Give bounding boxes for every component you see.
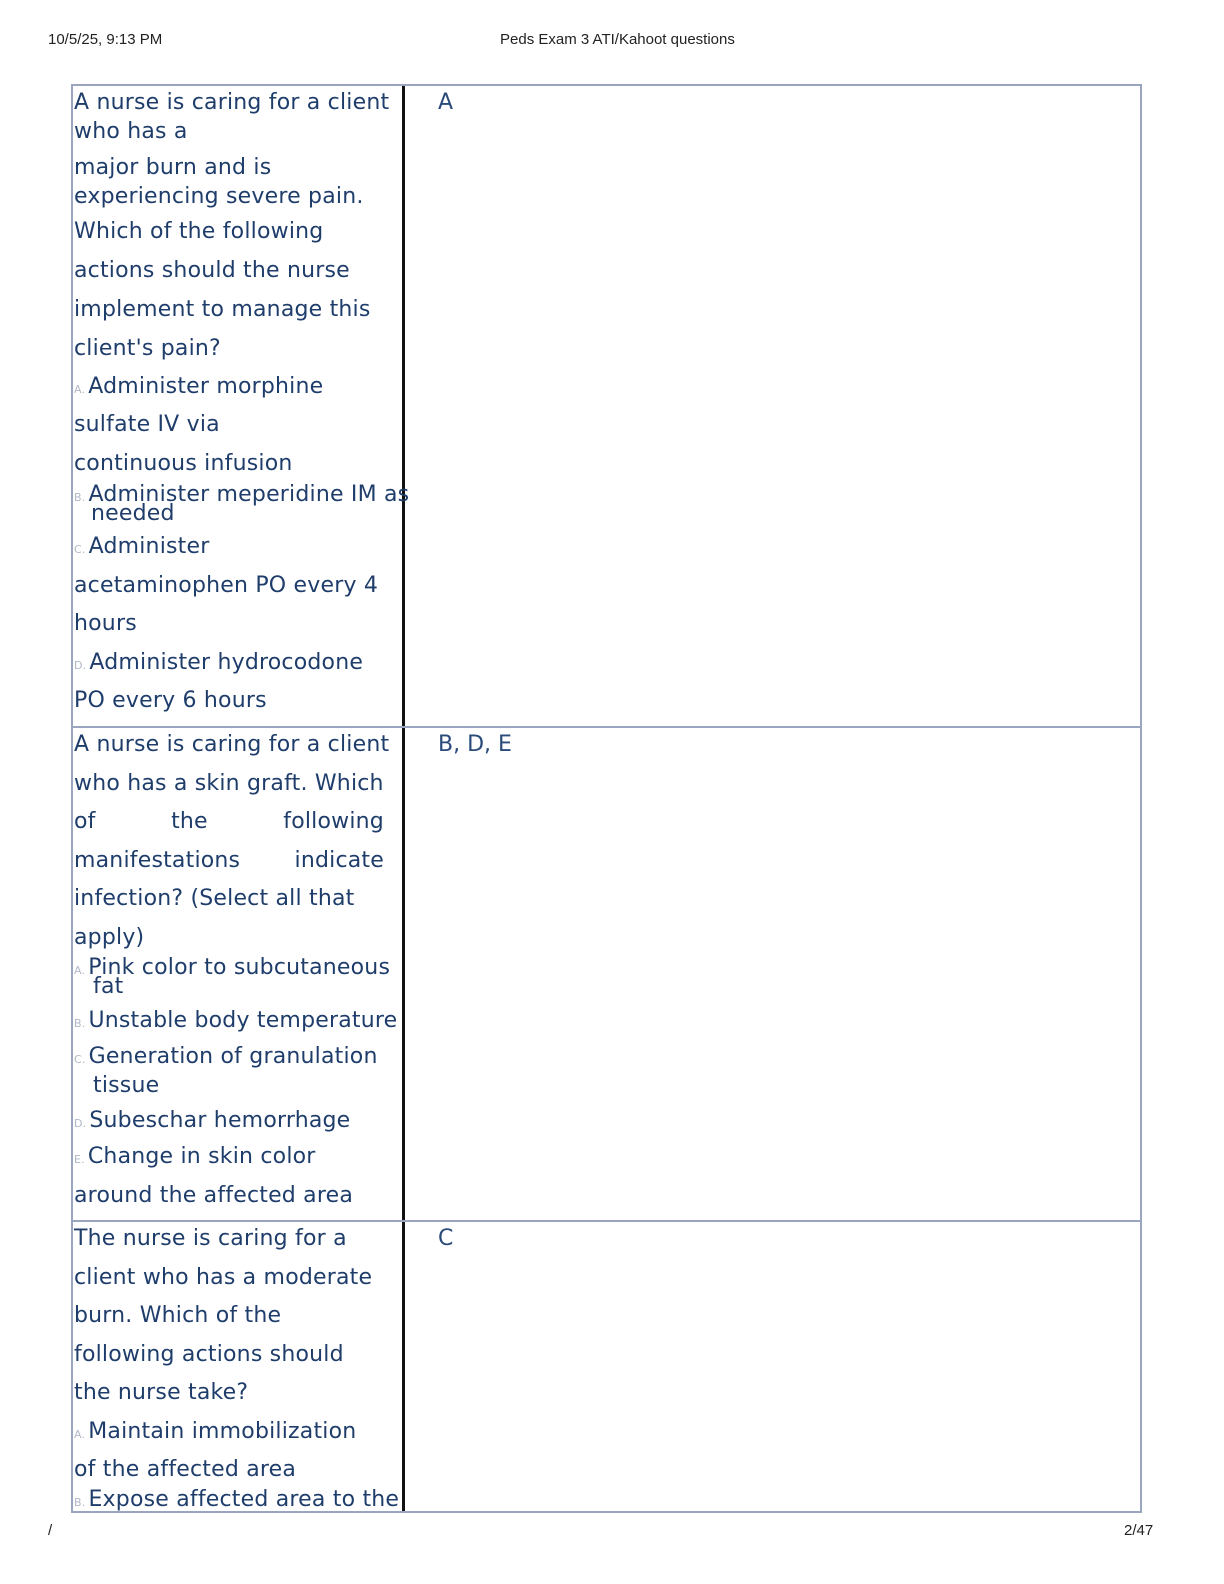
question-stem-line: actions should the nurse (74, 258, 350, 283)
question-stem-line (74, 809, 384, 834)
table-row (73, 726, 1140, 1220)
question-stem-line: Which of the following (74, 219, 324, 244)
option-letter: D. (74, 1117, 87, 1130)
stem-word: indicate (294, 848, 384, 873)
option-text: Generation of granulation (88, 1044, 378, 1069)
option-text: Expose affected area to the (88, 1487, 400, 1512)
column-divider (402, 728, 405, 1220)
question-stem-line: client's pain? (74, 336, 221, 361)
document-title: Peds Exam 3 ATI/Kahoot questions (500, 31, 735, 48)
option-text: Administer meperidine IM as (88, 482, 410, 507)
option-b (74, 1487, 399, 1512)
option-b (74, 1008, 397, 1033)
question-stem-line: who has a skin graft. Which (74, 771, 384, 796)
option-a (74, 374, 323, 399)
question-stem-line: implement to manage this (74, 297, 371, 322)
stem-word: of (74, 809, 96, 834)
question-stem-line (74, 848, 384, 873)
column-divider (402, 86, 405, 726)
question-stem-line: apply) (74, 925, 145, 950)
option-text: Pink color to subcutaneous (88, 955, 391, 980)
question-stem-line: who has a (74, 119, 188, 144)
footer-url: / (48, 1522, 53, 1539)
option-text-line: around the affected area (74, 1183, 354, 1208)
option-text: Administer morphine (88, 374, 324, 399)
answer-cell: A (438, 90, 454, 115)
option-text: Subeschar hemorrhage (89, 1108, 351, 1133)
option-text-line: PO every 6 hours (74, 688, 267, 713)
question-stem-line: burn. Which of the (74, 1303, 282, 1328)
option-letter: A. (74, 964, 86, 977)
option-text-line: fat (93, 974, 124, 999)
option-letter: E. (74, 1153, 85, 1166)
stem-word: the (171, 809, 208, 834)
option-text: Maintain immobilization (88, 1419, 357, 1444)
column-divider (402, 1222, 405, 1511)
print-datetime: 10/5/25, 9:13 PM (48, 31, 163, 48)
option-text: Administer hydrocodone (89, 650, 364, 675)
question-stem-line: The nurse is caring for a (74, 1226, 347, 1251)
option-text-line: continuous infusion (74, 451, 293, 476)
option-text-line: of the affected area (74, 1457, 297, 1482)
option-c (74, 534, 209, 559)
option-text-line: sulfate IV via (74, 412, 220, 437)
stem-word: following (283, 809, 384, 834)
option-text: Administer (88, 534, 210, 559)
option-e (74, 1144, 316, 1169)
option-a (74, 1419, 356, 1444)
option-letter: B. (74, 1017, 86, 1030)
question-stem-line: A nurse is caring for a client (74, 732, 390, 757)
question-stem-line: following actions should (74, 1342, 344, 1367)
question-stem-line: infection? (Select all that (74, 886, 355, 911)
option-letter: C. (74, 1053, 86, 1066)
question-stem-line: experiencing severe pain. (74, 184, 364, 209)
option-d (74, 1108, 350, 1133)
option-text: Change in skin color (87, 1144, 316, 1169)
option-text-line: tissue (93, 1073, 160, 1098)
option-text-line: hours (74, 611, 137, 636)
stem-word: manifestations (74, 848, 241, 873)
answer-cell: B, D, E (438, 732, 512, 757)
option-letter: B. (74, 1496, 86, 1509)
option-letter: A. (74, 383, 86, 396)
question-stem-line: client who has a moderate (74, 1265, 373, 1290)
option-c (74, 1044, 378, 1069)
option-text: Unstable body temperature (88, 1008, 398, 1033)
option-letter: A. (74, 1428, 86, 1441)
page-number: 2/47 (1124, 1522, 1154, 1539)
option-text-line: acetaminophen PO every 4 (74, 573, 379, 598)
question-stem-line: A nurse is caring for a client (74, 90, 390, 115)
option-d (74, 650, 363, 675)
option-letter: C. (74, 543, 86, 556)
question-table (71, 84, 1142, 1513)
question-stem-line: the nurse take? (74, 1380, 249, 1405)
option-letter: B. (74, 491, 86, 504)
option-letter: D. (74, 659, 87, 672)
question-stem-line: major burn and is (74, 155, 272, 180)
table-row (73, 1220, 1140, 1511)
option-text-line: needed (91, 501, 175, 526)
answer-cell: C (438, 1226, 454, 1251)
table-row (73, 86, 1140, 726)
